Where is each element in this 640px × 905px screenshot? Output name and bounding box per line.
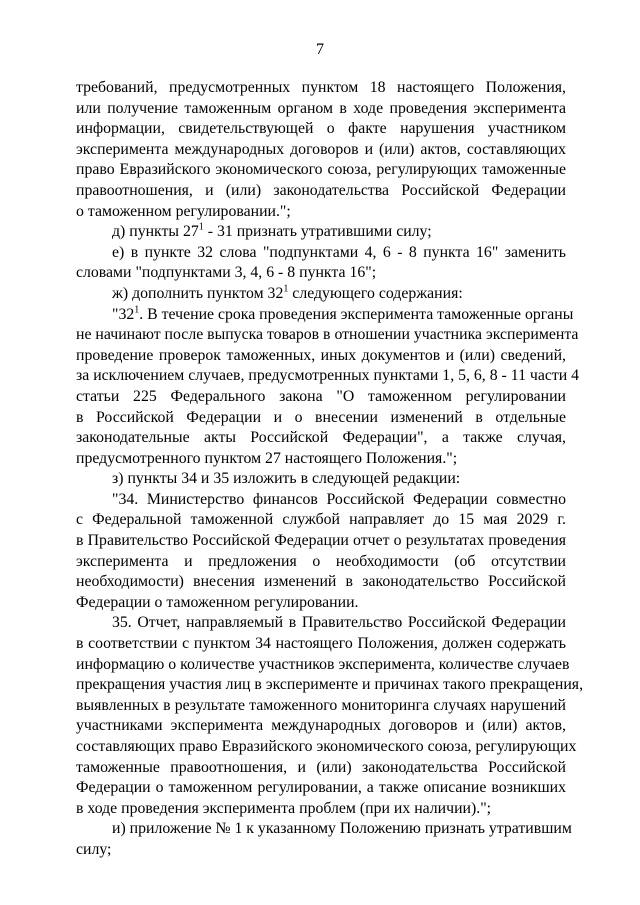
text-line: выявленных в результате таможенного мониторинга случаях нарушений <box>76 696 566 714</box>
text-line: эксперимента международных договоров и (или) актов, составляющих <box>76 140 566 158</box>
text-line: "$32^1$. В течение срока проведения эксперимента таможенные органы <box>112 304 574 323</box>
text-line: за исключением случаев, предусмотренных пунктами 1, 5, 6, 8 - 11 части 4 <box>76 367 580 385</box>
text-line: в ходе проведения эксперимента проблем (при их наличии)."; <box>76 799 492 817</box>
text-line: "34. Министерство финансов Российской Федерации совместно <box>112 490 566 508</box>
text-line: и) приложение № 1 к указанному Положению признать утратившим <box>112 820 572 838</box>
page-number: 7 <box>316 41 324 58</box>
text-line: в Российской Федерации и о внесении изменений в отдельные <box>76 408 566 426</box>
text-line: в соответствии с пунктом 34 настоящего Положения, должен содержать <box>76 635 566 653</box>
text-line: о таможенном регулировании."; <box>76 202 291 220</box>
text-line: участниками эксперимента международных договоров и (или) актов, <box>76 717 566 735</box>
document-body <box>76 78 584 861</box>
text-line: не начинают после выпуска товаров в отношении участника эксперимента <box>76 326 579 344</box>
text-line: составляющих право Евразийского экономического союза, регулирующих <box>76 738 577 755</box>
text-line: прекращения участия лиц в эксперименте и причинах такого прекращения, <box>76 676 584 694</box>
text-line: право Евразийского экономического союза, регулирующих таможенные <box>76 161 566 179</box>
text-line: правоотношения, и (или) законодательства Российской Федерации <box>76 181 566 199</box>
text-line: словами "подпунктами 3, 4, 6 - 8 пункта 16"; <box>76 264 377 282</box>
text-line: е) в пункте 32 слова "подпунктами 4, 6 - 8 пункта 16" заменить <box>112 243 566 261</box>
text-line: требований, предусмотренных пунктом 18 настоящего Положения, <box>76 79 566 96</box>
text-line: информации, свидетельствующей о факте нарушения участником <box>76 120 566 138</box>
text-line: ж) дополнить пунктом $32^1$ следующего содержания: <box>112 283 463 302</box>
text-line: з) пункты 34 и 35 изложить в следующей редакции: <box>112 470 461 488</box>
text-line: законодательные акты Российской Федерации", а также случая, <box>76 429 566 447</box>
text-line: Федерации о таможенном регулировании, а также описание возникших <box>76 779 566 797</box>
text-line: с Федеральной таможенной службой направляет до 15 мая 2029 г. <box>76 511 566 529</box>
text-line: Федерации о таможенном регулировании. <box>76 593 359 611</box>
text-line: д) пункты $27^1 - 31$ признать утратившими силу; <box>112 221 432 241</box>
text-line: информацию о количестве участников эксперимента, количестве случаев <box>76 655 570 673</box>
text-line: необходимости) внесения изменений в законодательство Российской <box>76 573 566 591</box>
text-line: статьи 225 Федерального закона "О таможенном регулировании <box>76 387 566 405</box>
text-line: силу; <box>76 840 112 858</box>
text-line: эксперимента и предложения о необходимости (об отсутствии <box>76 552 566 570</box>
text-line: 35. Отчет, направляемый в Правительство Российской Федерации <box>112 614 566 632</box>
text-line: таможенные правоотношения, и (или) законодательства Российской <box>76 758 566 776</box>
text-line: предусмотренного пунктом 27 настоящего Положения."; <box>76 449 458 467</box>
text-line: проведение проверок таможенных, иных документов и (или) сведений, <box>76 346 566 364</box>
text-line: или получение таможенным органом в ходе проведения эксперимента <box>76 99 566 117</box>
text-line: в Правительство Российской Федерации отчет о результатах проведения <box>76 532 566 550</box>
